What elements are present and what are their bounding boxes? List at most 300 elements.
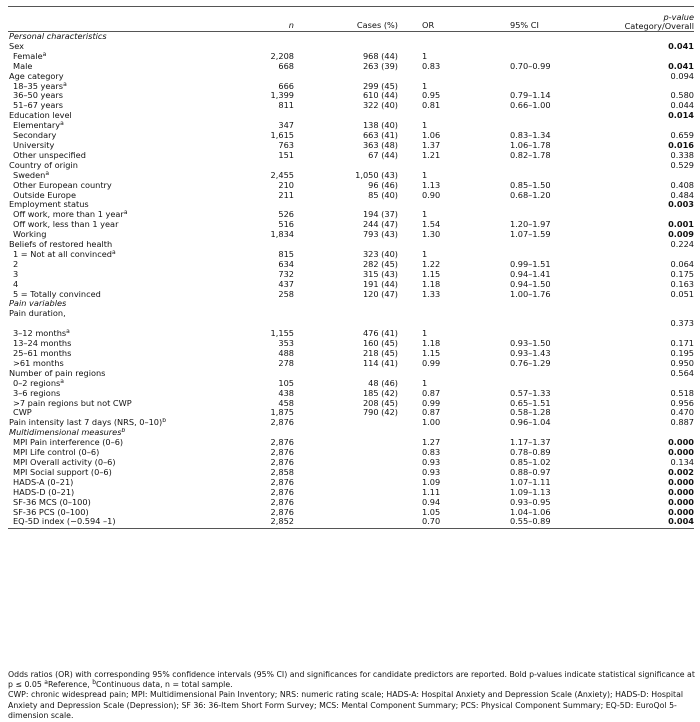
cell-or (408, 111, 474, 121)
table-row (8, 389, 694, 399)
cell-cases: 1,050 (43) (355, 170, 398, 180)
cell-n: 2,876 (270, 487, 294, 497)
cell-n: 526 (278, 210, 294, 220)
cell-pvalue: 0.000 (668, 448, 694, 458)
table-row (8, 32, 694, 42)
row-label-text: Working (13, 230, 47, 240)
cell-or: 0.99 (422, 358, 441, 368)
cell-ci (474, 161, 576, 171)
cell-pvalue: 0.001 (668, 220, 694, 230)
cell-or: 0.93 (422, 467, 441, 477)
cell-or: 0.93 (422, 457, 441, 467)
cell-pvalue: 0.484 (670, 190, 694, 200)
row-label-text: 3 (13, 269, 19, 279)
cell-cases: 85 (40) (368, 190, 398, 200)
cell-ci: 0.82–1.78 (510, 150, 551, 160)
row-label (8, 290, 256, 300)
table-row (8, 62, 694, 72)
cell-pvalue: 0.659 (670, 131, 694, 141)
table-footnotes (8, 670, 696, 721)
cell-pvalue (576, 379, 694, 389)
cell-cases (308, 309, 408, 319)
row-label-text: Personal characteristics (9, 31, 107, 41)
cell-ci: 0.99–1.51 (510, 259, 551, 269)
cell-ci (474, 42, 576, 52)
cell-pvalue: 0.564 (670, 368, 694, 378)
cell-cases (308, 438, 408, 448)
cell-pvalue: 0.000 (668, 487, 694, 497)
cell-pvalue: 0.016 (668, 140, 694, 150)
row-label (8, 111, 256, 121)
cell-or (408, 240, 474, 250)
cell-or: 1.37 (422, 140, 441, 150)
cell-n: 516 (278, 220, 294, 230)
cell-n: 1,834 (270, 230, 294, 240)
row-label (8, 151, 256, 161)
cell-cases: 67 (44) (368, 150, 398, 160)
cell-or: 1.33 (422, 289, 441, 299)
row-label-text: Other unspecified (13, 150, 86, 160)
table-row (8, 161, 694, 171)
cell-pvalue: 0.094 (670, 71, 694, 81)
table-row (8, 141, 694, 151)
cell-cases (308, 498, 408, 508)
table-row (8, 438, 694, 448)
row-label (8, 72, 256, 82)
table-row (8, 191, 694, 201)
cell-cases: 315 (43) (362, 269, 398, 279)
table-row (8, 448, 694, 458)
row-label-text: Secondary (13, 131, 57, 141)
row-label-text: MPI Overall activity (0–6) (13, 457, 116, 467)
cell-cases (308, 488, 408, 498)
cell-ci: 0.79–1.14 (510, 91, 551, 101)
cell-n: 2,876 (270, 477, 294, 487)
continuous-mark: b (162, 418, 166, 425)
table-row (8, 299, 694, 309)
row-label-text: Female (13, 51, 43, 61)
cell-cases: 663 (41) (362, 131, 398, 141)
cell-ci: 0.83–1.34 (510, 131, 551, 141)
cell-n (256, 240, 308, 250)
table-row (8, 82, 694, 92)
cell-ci (474, 200, 576, 210)
cell-ci (474, 111, 576, 121)
cell-n: 210 (278, 180, 294, 190)
cell-cases (308, 42, 408, 52)
cell-or: 1.00 (422, 418, 441, 428)
cell-n: 2,858 (270, 467, 294, 477)
cell-n (256, 111, 308, 121)
row-label-text: 3–6 regions (13, 388, 61, 398)
row-label-text: Elementary (13, 121, 61, 131)
row-label (8, 369, 256, 379)
cell-cases: 191 (44) (362, 279, 398, 289)
cell-cases: 299 (45) (362, 81, 398, 91)
row-label (8, 161, 256, 171)
table-row (8, 111, 694, 121)
cell-pvalue (576, 309, 694, 319)
cell-ci: 1.07–1.11 (510, 477, 551, 487)
cell-pvalue (576, 171, 694, 181)
cell-ci: 1.00–1.76 (510, 289, 551, 299)
cell-n: 2,876 (270, 438, 294, 448)
cell-or: 1 (422, 170, 428, 180)
cell-cases (308, 428, 408, 438)
cell-or: 1.06 (422, 131, 441, 141)
cell-ci (474, 72, 576, 82)
row-label (8, 428, 256, 438)
row-label (8, 389, 256, 399)
cell-n: 438 (278, 388, 294, 398)
row-label-text: 4 (13, 279, 19, 289)
row-label (8, 220, 256, 230)
table-row (8, 488, 694, 498)
row-label-text: Pain intensity last 7 days (NRS, 0–10) (9, 418, 163, 428)
table-row (8, 517, 694, 528)
row-label-text: HADS-A (0–21) (13, 477, 74, 487)
cell-n (256, 369, 308, 379)
table-row (8, 379, 694, 389)
cell-pvalue: 0.041 (668, 41, 694, 51)
cell-pvalue: 0.373 (670, 319, 694, 329)
cell-cases (308, 508, 408, 518)
cell-pvalue: 0.408 (670, 180, 694, 190)
cell-ci: 0.94–1.50 (510, 279, 551, 289)
table-row (8, 270, 694, 280)
cell-or: 1 (422, 378, 428, 388)
cell-n: 211 (278, 190, 294, 200)
cell-ci: 0.93–1.50 (510, 339, 551, 349)
table-row (8, 210, 694, 220)
row-label (8, 91, 256, 101)
table-row (8, 498, 694, 508)
cell-or (408, 161, 474, 171)
cell-pvalue: 0.044 (670, 101, 694, 111)
cell-pvalue: 0.338 (670, 150, 694, 160)
row-label (8, 468, 256, 478)
cell-n: 1,875 (270, 408, 294, 418)
row-label (8, 200, 256, 210)
cell-or: 1.09 (422, 477, 441, 487)
row-label-text: 3–12 months (13, 329, 67, 339)
cell-n: 811 (278, 101, 294, 111)
cell-cases: 208 (45) (362, 398, 398, 408)
cell-ci: 1.06–1.78 (510, 140, 551, 150)
row-label (8, 359, 256, 369)
cell-n: 1,155 (270, 329, 294, 339)
row-label (8, 191, 256, 201)
cell-n: 105 (278, 378, 294, 388)
cell-cases (308, 468, 408, 478)
cell-cases: 244 (47) (362, 220, 398, 230)
table-row (8, 329, 694, 339)
cell-n: 2,208 (270, 51, 294, 61)
cell-ci: 1.04–1.06 (510, 507, 551, 517)
cell-or: 1 (422, 81, 428, 91)
cell-or: 1.15 (422, 269, 441, 279)
cell-or: 0.81 (422, 101, 441, 111)
row-label-text: Country of origin (9, 160, 78, 170)
cell-cases (308, 517, 408, 528)
cell-cases: 263 (39) (362, 61, 398, 71)
row-label (8, 62, 256, 72)
cell-cases (308, 369, 408, 379)
row-label-text: Pain duration, (9, 309, 66, 319)
cell-n: 732 (278, 269, 294, 279)
cell-ci: 1.20–1.97 (510, 220, 551, 230)
cell-cases: 194 (37) (362, 210, 398, 220)
table-row (8, 399, 694, 409)
cell-ci (474, 329, 576, 339)
cell-n: 2,876 (270, 457, 294, 467)
row-label (8, 339, 256, 349)
cell-pvalue: 0.000 (668, 507, 694, 517)
row-label (8, 408, 256, 418)
table-row (8, 280, 694, 290)
cell-pvalue: 0.041 (668, 61, 694, 71)
cell-cases: 323 (40) (362, 249, 398, 259)
cell-cases (308, 72, 408, 82)
cell-or: 0.87 (422, 408, 441, 418)
row-label (8, 121, 256, 131)
table-row (8, 101, 694, 111)
row-label (8, 517, 256, 528)
cell-ci: 0.66–1.00 (510, 101, 551, 111)
cell-n: 763 (278, 140, 294, 150)
cell-pvalue: 0.175 (670, 269, 694, 279)
cell-ci (474, 250, 576, 260)
row-label-text: Off work, less than 1 year (13, 220, 119, 230)
row-label (8, 418, 256, 428)
cell-pvalue: 0.051 (670, 289, 694, 299)
table-row (8, 230, 694, 240)
row-label-text: Male (13, 61, 33, 71)
cell-or: 1 (422, 121, 428, 131)
table-row (8, 339, 694, 349)
cell-pvalue (576, 299, 694, 309)
cell-pvalue: 0.009 (668, 230, 694, 240)
cell-or (408, 309, 474, 319)
table-row (8, 508, 694, 518)
cell-pvalue: 0.518 (670, 388, 694, 398)
cell-n (256, 319, 308, 329)
predictors-table (8, 6, 694, 529)
reference-mark: a (42, 51, 47, 58)
table-row (8, 418, 694, 428)
cell-ci: 0.76–1.29 (510, 358, 551, 368)
row-label-text: 36–50 years (13, 91, 64, 101)
cell-or: 1.54 (422, 220, 441, 230)
cell-n (256, 428, 308, 438)
row-label (8, 270, 256, 280)
cell-ci: 1.07–1.59 (510, 230, 551, 240)
row-label (8, 319, 256, 329)
cell-ci: 0.65–1.51 (510, 398, 551, 408)
row-label-text: Multidimensional measures (9, 428, 122, 438)
cell-ci (474, 32, 576, 42)
cell-ci (474, 309, 576, 319)
cell-ci: 1.17–1.37 (510, 438, 551, 448)
cell-n: 668 (278, 61, 294, 71)
cell-pvalue (576, 250, 694, 260)
reference-mark: a (45, 170, 50, 177)
cell-ci: 0.58–1.28 (510, 408, 551, 418)
cell-pvalue (576, 82, 694, 92)
cell-n: 151 (278, 150, 294, 160)
cell-cases: 120 (47) (362, 289, 398, 299)
table-row (8, 121, 694, 131)
cell-ci: 0.88–0.97 (510, 467, 551, 477)
row-label-text: >61 months (13, 358, 64, 368)
table-row (8, 309, 694, 319)
table-header (8, 7, 694, 32)
cell-pvalue (576, 52, 694, 62)
row-label (8, 260, 256, 270)
row-label (8, 52, 256, 62)
cell-or: 1.22 (422, 259, 441, 269)
cell-n: 634 (278, 259, 294, 269)
cell-ci (474, 210, 576, 220)
row-label (8, 478, 256, 488)
cell-cases: 160 (45) (362, 339, 398, 349)
row-label-text: Employment status (9, 200, 89, 210)
cell-n: 458 (278, 398, 294, 408)
cell-pvalue (576, 121, 694, 131)
cell-ci: 0.70–0.99 (510, 61, 551, 71)
row-label (8, 181, 256, 191)
table-body (8, 32, 694, 529)
cell-or (408, 72, 474, 82)
cell-n: 353 (278, 339, 294, 349)
row-label (8, 299, 256, 309)
cell-ci (474, 299, 576, 309)
cell-n: 2,876 (270, 418, 294, 428)
table-row (8, 428, 694, 438)
cell-pvalue: 0.003 (668, 200, 694, 210)
cell-ci: 0.93–1.43 (510, 349, 551, 358)
cell-cases: 363 (48) (362, 140, 398, 150)
cell-pvalue: 0.064 (670, 259, 694, 269)
cell-cases: 48 (46) (368, 378, 398, 388)
cell-or: 0.87 (422, 388, 441, 398)
table-row (8, 131, 694, 141)
cell-pvalue: 0.195 (670, 349, 694, 358)
row-label (8, 399, 256, 409)
cell-ci (474, 240, 576, 250)
reference-mark: a (111, 249, 116, 256)
table-row (8, 478, 694, 488)
row-label (8, 438, 256, 448)
cell-ci (474, 428, 576, 438)
cell-or (408, 299, 474, 309)
cell-n (256, 309, 308, 319)
row-label-text: 13–24 months (13, 339, 72, 349)
cell-n (256, 32, 308, 42)
cell-cases (308, 448, 408, 458)
cell-cases (308, 418, 408, 428)
cell-ci (474, 379, 576, 389)
header-n: n (256, 7, 308, 32)
cell-or: 0.90 (422, 190, 441, 200)
reference-mark: a (123, 210, 128, 217)
row-label (8, 250, 256, 260)
row-label-text: Pain variables (9, 299, 67, 309)
reference-mark: a (66, 329, 70, 336)
cell-pvalue (576, 428, 694, 438)
cell-or: 0.99 (422, 398, 441, 408)
cell-n (256, 161, 308, 171)
row-label (8, 101, 256, 111)
table-row (8, 359, 694, 369)
row-label (8, 230, 256, 240)
table-row (8, 171, 694, 181)
row-label-text: SF-36 PCS (0–100) (13, 507, 89, 517)
table-row (8, 200, 694, 210)
row-label-text: 0–2 regions (13, 378, 61, 388)
table-row (8, 181, 694, 191)
row-label (8, 240, 256, 250)
cell-n (256, 200, 308, 210)
cell-or: 1.05 (422, 507, 441, 517)
table-row (8, 290, 694, 300)
cell-n: 2,876 (270, 448, 294, 458)
row-label-text: Other European country (13, 180, 112, 190)
cell-n: 2,876 (270, 507, 294, 517)
row-label-text: Number of pain regions (9, 368, 106, 378)
cell-cases (308, 458, 408, 468)
cell-n: 347 (278, 121, 294, 131)
cell-pvalue: 0.000 (668, 497, 694, 507)
cell-or: 1 (422, 329, 428, 339)
row-label-text: Sweden (13, 170, 46, 180)
footnote-abbreviations: CWP: chronic widespread pain; MPI: Multidimensional Pain Inventory; NRS: numeric rating scale; HADS-A: Hospital Anxiety and Depression Scale (Anxiety); HADS-D: Hospital Anxiety and Depression Scale (Depression); SF 36: 36-Item Short Form Survey; MCS: Mental Component Summary; PCS: Physical Component Summary; EQ-5D: EuroQol 5-dimension scale. (8, 690, 684, 720)
cell-ci: 0.55–0.89 (474, 517, 576, 528)
cell-ci: 0.85–1.02 (510, 457, 551, 467)
cell-cases: 96 (46) (368, 180, 398, 190)
cell-pvalue: 0.887 (670, 418, 694, 428)
cell-ci: 0.96–1.04 (510, 418, 551, 428)
cell-pvalue: 0.000 (668, 477, 694, 487)
cell-n: 2,455 (270, 170, 294, 180)
cell-pvalue: 0.956 (670, 398, 694, 408)
row-label-text: MPI Life control (0–6) (13, 448, 100, 458)
cell-pvalue (576, 32, 694, 42)
header-label (8, 7, 256, 32)
table-row (8, 250, 694, 260)
cell-pvalue (576, 329, 694, 339)
cell-cases: 476 (41) (362, 329, 398, 339)
row-label-text: 18–35 years (13, 81, 64, 91)
cell-n (256, 299, 308, 309)
row-label (8, 498, 256, 508)
cell-cases: 793 (43) (362, 230, 398, 240)
row-label-text: 51–67 years (13, 101, 64, 111)
cell-or: 1 (422, 51, 428, 61)
cell-ci: 0.57–1.33 (510, 388, 551, 398)
cell-ci (474, 82, 576, 92)
row-label-text: 5 = Totally convinced (13, 289, 101, 299)
row-label (8, 131, 256, 141)
cell-or: 1 (422, 249, 428, 259)
table-row (8, 42, 694, 52)
table-row (8, 319, 694, 329)
cell-pvalue: 0.171 (670, 339, 694, 349)
table-row (8, 260, 694, 270)
row-label-text: >7 pain regions but not CWP (13, 398, 132, 408)
cell-ci (474, 121, 576, 131)
row-label-text: 1 = Not at all convinced (13, 249, 112, 259)
